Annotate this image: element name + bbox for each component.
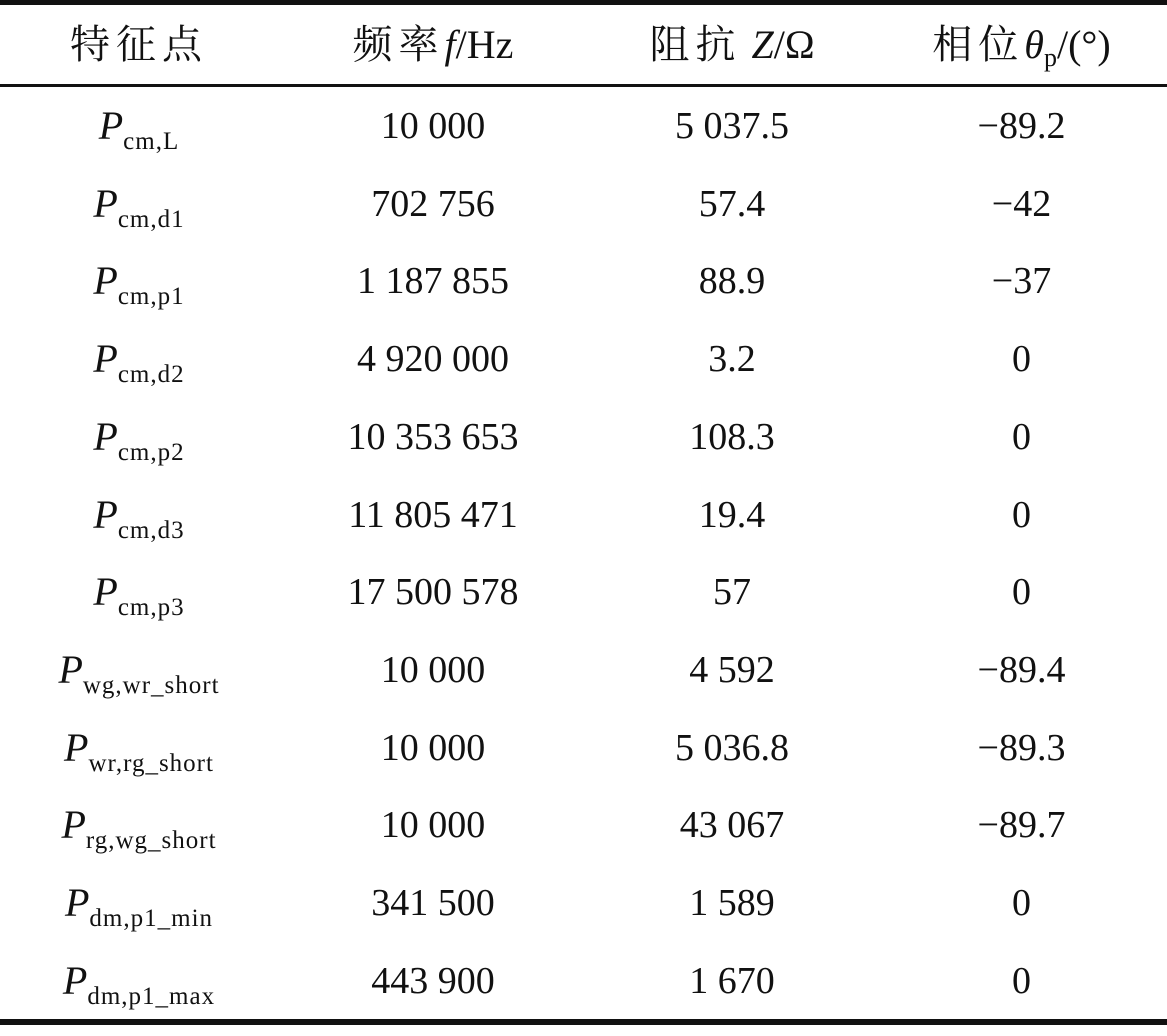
table-row: [0, 398, 1167, 476]
header-phase-label: 相位: [932, 22, 1025, 68]
cell-phase: −89.3: [977, 726, 1066, 769]
feature-point-subscript: wr,rg_short: [88, 749, 214, 777]
cell-impedance: 4 592: [689, 648, 775, 691]
feature-point-symbol: P: [93, 336, 118, 382]
cell-frequency: 10 353 653: [347, 415, 519, 458]
header-phase-subscript: p: [1043, 43, 1057, 72]
cell-frequency: 10 000: [380, 726, 486, 769]
cell-feature-point: [0, 942, 278, 1020]
table-body: [0, 87, 1167, 1019]
feature-point-symbol: P: [58, 646, 83, 692]
feature-point-subscript: cm,d3: [117, 516, 185, 544]
feature-point-symbol: P: [93, 180, 118, 226]
table-row: [0, 165, 1167, 243]
feature-point-symbol: P: [98, 103, 124, 148]
feature-point-subscript: cm,L: [123, 128, 180, 155]
header-feature-point-label: 特征点: [70, 22, 208, 68]
feature-point-symbol: P: [93, 491, 118, 537]
cell-impedance: 43 067: [679, 804, 785, 847]
table-top-rule: [0, 0, 1167, 5]
cell-feature-point: [0, 320, 278, 398]
table-row: [0, 709, 1167, 787]
header-impedance: [588, 20, 876, 70]
cell-impedance: 1 670: [689, 959, 775, 1002]
cell-feature-point: [0, 165, 278, 243]
header-phase-unit: /(°): [1056, 22, 1111, 67]
feature-point-subscript: cm,p2: [117, 438, 185, 466]
table-row: [0, 320, 1167, 398]
cell-phase: −37: [991, 260, 1052, 303]
cell-frequency: 341 500: [371, 882, 495, 924]
cell-phase: −89.7: [977, 804, 1066, 847]
feature-point-symbol: P: [93, 413, 118, 459]
cell-feature-point: [0, 631, 278, 709]
feature-point-symbol: P: [64, 724, 89, 770]
header-impedance-symbol: Z: [751, 22, 774, 67]
cell-impedance: 3.2: [708, 338, 756, 381]
header-feature-point: [0, 20, 278, 70]
cell-phase: −89.2: [977, 105, 1066, 147]
feature-point-symbol: P: [62, 957, 88, 1003]
table-row: [0, 87, 1167, 165]
cell-frequency: 443 900: [371, 959, 495, 1002]
cell-impedance: 57.4: [698, 182, 766, 225]
table-row: [0, 553, 1167, 631]
cell-feature-point: [0, 398, 278, 476]
feature-point-symbol: P: [61, 802, 86, 848]
feature-point-symbol: P: [64, 880, 90, 925]
cell-frequency: 11 805 471: [348, 493, 518, 536]
header-frequency-unit: /Hz: [455, 22, 514, 67]
cell-feature-point: [0, 864, 278, 942]
table-row: [0, 242, 1167, 320]
table-row: [0, 942, 1167, 1020]
feature-point-subscript: cm,d1: [117, 205, 185, 233]
cell-frequency: 10 000: [380, 804, 486, 847]
cell-feature-point: [0, 553, 278, 631]
cell-phase: −89.4: [977, 648, 1066, 691]
cell-impedance: 88.9: [698, 260, 766, 303]
feature-point-subscript: wg,wr_short: [82, 671, 220, 699]
cell-phase: 0: [1012, 493, 1031, 536]
table-row: [0, 786, 1167, 864]
cell-feature-point: [0, 87, 278, 165]
cell-phase: 0: [1012, 415, 1031, 458]
feature-point-symbol: P: [93, 569, 118, 615]
cell-phase: −42: [991, 182, 1052, 225]
cell-phase: 0: [1012, 338, 1031, 381]
cell-feature-point: [0, 476, 278, 554]
cell-frequency: 4 920 000: [357, 338, 509, 381]
table-row: [0, 864, 1167, 942]
cell-impedance: 19.4: [698, 493, 766, 536]
cell-frequency: 17 500 578: [347, 571, 519, 614]
feature-point-subscript: dm,p1_max: [87, 982, 216, 1010]
cell-impedance: 5 036.8: [675, 726, 789, 769]
header-frequency-symbol: f: [444, 22, 456, 67]
cell-impedance: 108.3: [689, 415, 775, 458]
table-bottom-rule: [0, 1019, 1167, 1025]
cell-phase: 0: [1012, 882, 1031, 924]
cell-feature-point: [0, 786, 278, 864]
cell-frequency: 10 000: [380, 648, 486, 691]
feature-point-subscript: cm,p1: [117, 283, 185, 311]
cell-phase: 0: [1012, 959, 1031, 1002]
header-phase-symbol: θ: [1024, 22, 1044, 67]
cell-frequency: 702 756: [371, 182, 495, 225]
cell-frequency: 10 000: [380, 105, 486, 147]
header-frequency-label: 频率: [352, 22, 445, 68]
header-frequency: [278, 20, 588, 70]
table-row: [0, 631, 1167, 709]
cell-phase: 0: [1012, 571, 1031, 614]
feature-point-symbol: P: [93, 258, 118, 304]
header-impedance-label: 阻抗: [649, 22, 742, 68]
table-row: [0, 476, 1167, 554]
cell-impedance: 5 037.5: [675, 105, 789, 147]
header-phase: [876, 20, 1167, 70]
feature-point-subscript: dm,p1_min: [89, 905, 214, 932]
cell-feature-point: [0, 709, 278, 787]
feature-point-subscript: rg,wg_short: [85, 827, 217, 855]
cell-impedance: 57: [713, 571, 751, 614]
cell-impedance: 1 589: [689, 882, 775, 924]
feature-point-subscript: cm,p3: [117, 594, 185, 622]
cell-feature-point: [0, 242, 278, 320]
header-impedance-unit: /Ω: [773, 22, 815, 67]
feature-point-subscript: cm,d2: [117, 361, 185, 389]
cell-frequency: 1 187 855: [357, 260, 509, 303]
